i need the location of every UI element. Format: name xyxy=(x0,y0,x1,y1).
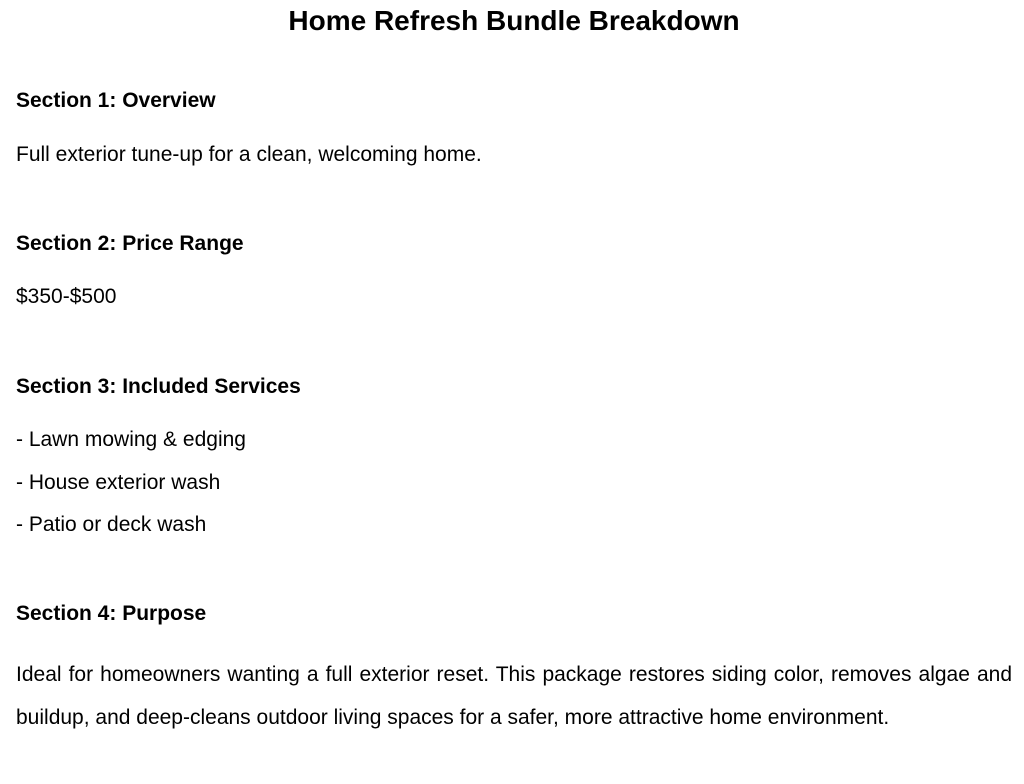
section-included-services xyxy=(16,374,1012,538)
list-item: - Lawn mowing & edging xyxy=(16,428,246,451)
price-range-value: $350-$500 xyxy=(16,285,117,308)
section-heading-price-range: Section 2: Price Range xyxy=(16,232,244,255)
list-item: - Patio or deck wash xyxy=(16,513,207,536)
document-title: Home Refresh Bundle Breakdown xyxy=(288,5,740,36)
purpose-text: Ideal for homeowners wanting a full exterior reset. This package restores siding color, removes algae and buildup, and deep-cleans outdoor living spaces for a safer, more attractive home environment. xyxy=(16,663,1012,729)
section-heading-included-services: Section 3: Included Services xyxy=(16,375,301,398)
section-heading-overview: Section 1: Overview xyxy=(16,89,216,112)
overview-text: Full exterior tune-up for a clean, welcoming home. xyxy=(16,143,482,166)
section-heading-purpose: Section 4: Purpose xyxy=(16,602,207,625)
section-purpose xyxy=(16,601,1012,739)
services-list xyxy=(16,427,1012,538)
list-item: - House exterior wash xyxy=(16,470,221,494)
section-overview xyxy=(16,88,1012,168)
section-price-range xyxy=(16,231,1012,310)
